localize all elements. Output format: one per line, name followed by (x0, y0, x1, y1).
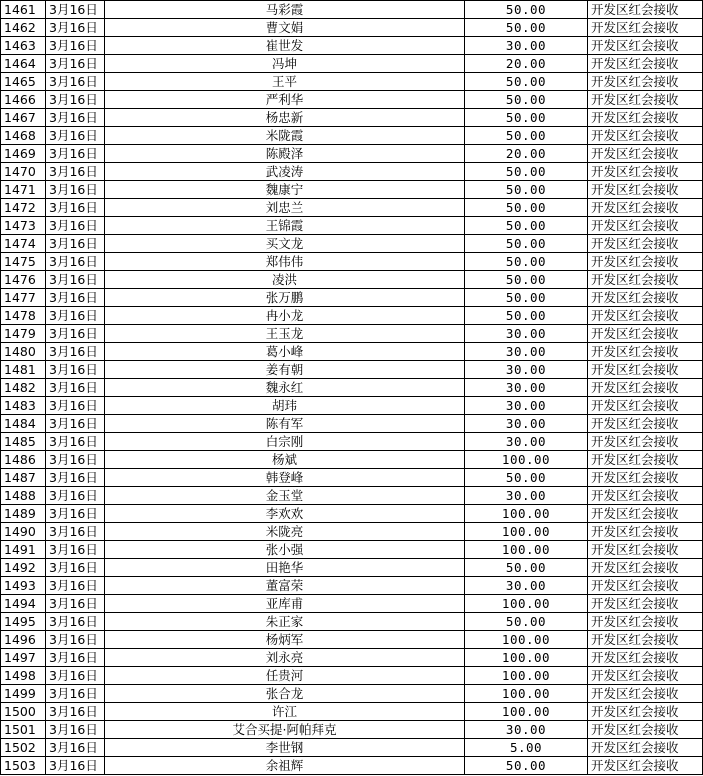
table-row (1, 127, 703, 145)
amount-cell[interactable]: 30.00 (465, 325, 588, 343)
serial-cell[interactable]: 1466 (1, 91, 46, 109)
date-cell[interactable]: 3月16日 (46, 379, 105, 397)
amount-cell[interactable]: 100.00 (465, 451, 588, 469)
receiver-cell[interactable]: 开发区红会接收 (588, 505, 703, 523)
receiver-cell[interactable]: 开发区红会接收 (588, 217, 703, 235)
table-row (1, 55, 703, 73)
serial-cell[interactable]: 1487 (1, 469, 46, 487)
date-cell[interactable]: 3月16日 (46, 487, 105, 505)
amount-cell[interactable]: 20.00 (465, 145, 588, 163)
serial-cell[interactable]: 1499 (1, 685, 46, 703)
serial-cell[interactable]: 1485 (1, 433, 46, 451)
donor-name-cell[interactable]: 陈有军 (105, 415, 465, 433)
amount-cell[interactable]: 50.00 (465, 469, 588, 487)
date-cell[interactable]: 3月16日 (46, 19, 105, 37)
table-row (1, 235, 703, 253)
table-row (1, 109, 703, 127)
donor-name-cell[interactable]: 杨炳军 (105, 631, 465, 649)
amount-cell[interactable]: 20.00 (465, 55, 588, 73)
donor-name-cell[interactable]: 张万鹏 (105, 289, 465, 307)
table-row (1, 397, 703, 415)
receiver-cell[interactable]: 开发区红会接收 (588, 73, 703, 91)
serial-cell[interactable]: 1476 (1, 271, 46, 289)
serial-cell[interactable]: 1472 (1, 199, 46, 217)
receiver-cell[interactable]: 开发区红会接收 (588, 325, 703, 343)
amount-cell[interactable]: 50.00 (465, 253, 588, 271)
table-row (1, 559, 703, 577)
serial-cell[interactable]: 1502 (1, 739, 46, 757)
receiver-cell[interactable]: 开发区红会接收 (588, 253, 703, 271)
table-row (1, 271, 703, 289)
serial-cell[interactable]: 1500 (1, 703, 46, 721)
donor-name-cell[interactable]: 田艳华 (105, 559, 465, 577)
date-cell[interactable]: 3月16日 (46, 145, 105, 163)
donor-name-cell[interactable]: 金玉堂 (105, 487, 465, 505)
date-cell[interactable]: 3月16日 (46, 253, 105, 271)
date-cell[interactable]: 3月16日 (46, 343, 105, 361)
receiver-cell[interactable]: 开发区红会接收 (588, 757, 703, 775)
table-row (1, 523, 703, 541)
receiver-cell[interactable]: 开发区红会接收 (588, 649, 703, 667)
amount-cell[interactable]: 50.00 (465, 613, 588, 631)
date-cell[interactable]: 3月16日 (46, 55, 105, 73)
table-row (1, 685, 703, 703)
serial-cell[interactable]: 1474 (1, 235, 46, 253)
table-row (1, 505, 703, 523)
receiver-cell[interactable]: 开发区红会接收 (588, 199, 703, 217)
date-cell[interactable]: 3月16日 (46, 667, 105, 685)
date-cell[interactable]: 3月16日 (46, 37, 105, 55)
receiver-cell[interactable]: 开发区红会接收 (588, 667, 703, 685)
table-row (1, 577, 703, 595)
date-cell[interactable]: 3月16日 (46, 163, 105, 181)
amount-cell[interactable]: 50.00 (465, 109, 588, 127)
amount-cell[interactable]: 50.00 (465, 19, 588, 37)
amount-cell[interactable]: 50.00 (465, 163, 588, 181)
donor-name-cell[interactable]: 刘永亮 (105, 649, 465, 667)
serial-cell[interactable]: 1471 (1, 181, 46, 199)
table-row (1, 145, 703, 163)
receiver-cell[interactable]: 开发区红会接收 (588, 613, 703, 631)
table-row (1, 181, 703, 199)
receiver-cell[interactable]: 开发区红会接收 (588, 451, 703, 469)
date-cell[interactable]: 3月16日 (46, 685, 105, 703)
amount-cell[interactable]: 30.00 (465, 397, 588, 415)
serial-cell[interactable]: 1470 (1, 163, 46, 181)
amount-cell[interactable]: 50.00 (465, 217, 588, 235)
amount-cell[interactable]: 50.00 (465, 271, 588, 289)
date-cell[interactable]: 3月16日 (46, 577, 105, 595)
receiver-cell[interactable]: 开发区红会接收 (588, 469, 703, 487)
serial-cell[interactable]: 1501 (1, 721, 46, 739)
table-row (1, 415, 703, 433)
serial-cell[interactable]: 1473 (1, 217, 46, 235)
amount-cell[interactable]: 100.00 (465, 541, 588, 559)
serial-cell[interactable]: 1475 (1, 253, 46, 271)
table-row (1, 613, 703, 631)
table-row (1, 703, 703, 721)
amount-cell[interactable]: 50.00 (465, 127, 588, 145)
date-cell[interactable]: 3月16日 (46, 649, 105, 667)
serial-cell[interactable]: 1482 (1, 379, 46, 397)
amount-cell[interactable]: 50.00 (465, 73, 588, 91)
table-row (1, 433, 703, 451)
table-row (1, 379, 703, 397)
amount-cell[interactable]: 30.00 (465, 361, 588, 379)
date-cell[interactable]: 3月16日 (46, 235, 105, 253)
donor-name-cell[interactable]: 张合龙 (105, 685, 465, 703)
donor-name-cell[interactable]: 许江 (105, 703, 465, 721)
serial-cell[interactable]: 1489 (1, 505, 46, 523)
serial-cell[interactable]: 1490 (1, 523, 46, 541)
donor-name-cell[interactable]: 刘忠兰 (105, 199, 465, 217)
amount-cell[interactable]: 50.00 (465, 307, 588, 325)
table-row (1, 361, 703, 379)
date-cell[interactable]: 3月16日 (46, 433, 105, 451)
date-cell[interactable]: 3月16日 (46, 91, 105, 109)
donor-name-cell[interactable]: 魏永红 (105, 379, 465, 397)
amount-cell[interactable]: 50.00 (465, 235, 588, 253)
receiver-cell[interactable]: 开发区红会接收 (588, 523, 703, 541)
amount-cell[interactable]: 100.00 (465, 649, 588, 667)
receiver-cell[interactable]: 开发区红会接收 (588, 343, 703, 361)
donor-name-cell[interactable]: 朱正家 (105, 613, 465, 631)
amount-cell[interactable]: 50.00 (465, 1, 588, 19)
date-cell[interactable]: 3月16日 (46, 613, 105, 631)
table-row (1, 253, 703, 271)
table-body (1, 1, 703, 775)
donor-name-cell[interactable]: 胡玮 (105, 397, 465, 415)
donor-name-cell[interactable]: 张小强 (105, 541, 465, 559)
amount-cell[interactable]: 50.00 (465, 757, 588, 775)
amount-cell[interactable]: 30.00 (465, 343, 588, 361)
serial-cell[interactable]: 1481 (1, 361, 46, 379)
receiver-cell[interactable]: 开发区红会接收 (588, 595, 703, 613)
receiver-cell[interactable]: 开发区红会接收 (588, 415, 703, 433)
table-row (1, 487, 703, 505)
serial-cell[interactable]: 1486 (1, 451, 46, 469)
date-cell[interactable]: 3月16日 (46, 469, 105, 487)
receiver-cell[interactable]: 开发区红会接收 (588, 55, 703, 73)
receiver-cell[interactable]: 开发区红会接收 (588, 397, 703, 415)
date-cell[interactable]: 3月16日 (46, 631, 105, 649)
receiver-cell[interactable]: 开发区红会接收 (588, 703, 703, 721)
amount-cell[interactable]: 100.00 (465, 667, 588, 685)
donor-name-cell[interactable]: 杨斌 (105, 451, 465, 469)
amount-cell[interactable]: 50.00 (465, 289, 588, 307)
receiver-cell[interactable]: 开发区红会接收 (588, 37, 703, 55)
date-cell[interactable]: 3月16日 (46, 325, 105, 343)
donor-name-cell[interactable]: 艾合买提·阿帕拜克 (105, 721, 465, 739)
receiver-cell[interactable]: 开发区红会接收 (588, 631, 703, 649)
donor-name-cell[interactable]: 魏康宁 (105, 181, 465, 199)
table-row (1, 343, 703, 361)
amount-cell[interactable]: 30.00 (465, 577, 588, 595)
receiver-cell[interactable]: 开发区红会接收 (588, 289, 703, 307)
amount-cell[interactable]: 100.00 (465, 505, 588, 523)
table-row (1, 739, 703, 757)
receiver-cell[interactable]: 开发区红会接收 (588, 721, 703, 739)
receiver-cell[interactable]: 开发区红会接收 (588, 127, 703, 145)
date-cell[interactable]: 3月16日 (46, 541, 105, 559)
serial-cell[interactable]: 1495 (1, 613, 46, 631)
serial-cell[interactable]: 1462 (1, 19, 46, 37)
donor-name-cell[interactable]: 任贵河 (105, 667, 465, 685)
receiver-cell[interactable]: 开发区红会接收 (588, 1, 703, 19)
table-row (1, 721, 703, 739)
receiver-cell[interactable]: 开发区红会接收 (588, 487, 703, 505)
serial-cell[interactable]: 1465 (1, 73, 46, 91)
amount-cell[interactable]: 30.00 (465, 487, 588, 505)
receiver-cell[interactable]: 开发区红会接收 (588, 685, 703, 703)
receiver-cell[interactable]: 开发区红会接收 (588, 577, 703, 595)
table-row (1, 91, 703, 109)
donor-name-cell[interactable]: 曹文娟 (105, 19, 465, 37)
donor-name-cell[interactable]: 米陇霞 (105, 127, 465, 145)
receiver-cell[interactable]: 开发区红会接收 (588, 379, 703, 397)
date-cell[interactable]: 3月16日 (46, 181, 105, 199)
date-cell[interactable]: 3月16日 (46, 559, 105, 577)
serial-cell[interactable]: 1503 (1, 757, 46, 775)
table-row (1, 451, 703, 469)
donor-name-cell[interactable]: 凌洪 (105, 271, 465, 289)
serial-cell[interactable]: 1477 (1, 289, 46, 307)
amount-cell[interactable]: 30.00 (465, 37, 588, 55)
table-row (1, 73, 703, 91)
receiver-cell[interactable]: 开发区红会接收 (588, 91, 703, 109)
serial-cell[interactable]: 1479 (1, 325, 46, 343)
date-cell[interactable]: 3月16日 (46, 199, 105, 217)
donor-name-cell[interactable]: 董富荣 (105, 577, 465, 595)
date-cell[interactable]: 3月16日 (46, 289, 105, 307)
amount-cell[interactable]: 100.00 (465, 703, 588, 721)
receiver-cell[interactable]: 开发区红会接收 (588, 739, 703, 757)
donor-name-cell[interactable]: 王锦霞 (105, 217, 465, 235)
serial-cell[interactable]: 1464 (1, 55, 46, 73)
table-row (1, 19, 703, 37)
receiver-cell[interactable]: 开发区红会接收 (588, 559, 703, 577)
donor-name-cell[interactable]: 陈殿泽 (105, 145, 465, 163)
serial-cell[interactable]: 1491 (1, 541, 46, 559)
receiver-cell[interactable]: 开发区红会接收 (588, 181, 703, 199)
date-cell[interactable]: 3月16日 (46, 757, 105, 775)
date-cell[interactable]: 3月16日 (46, 703, 105, 721)
serial-cell[interactable]: 1488 (1, 487, 46, 505)
table-row (1, 631, 703, 649)
date-cell[interactable]: 3月16日 (46, 739, 105, 757)
serial-cell[interactable]: 1467 (1, 109, 46, 127)
date-cell[interactable]: 3月16日 (46, 271, 105, 289)
donor-name-cell[interactable]: 马彩霞 (105, 1, 465, 19)
date-cell[interactable]: 3月16日 (46, 217, 105, 235)
table-row (1, 325, 703, 343)
table-row (1, 199, 703, 217)
receiver-cell[interactable]: 开发区红会接收 (588, 163, 703, 181)
serial-cell[interactable]: 1498 (1, 667, 46, 685)
date-cell[interactable]: 3月16日 (46, 595, 105, 613)
serial-cell[interactable]: 1468 (1, 127, 46, 145)
amount-cell[interactable]: 100.00 (465, 631, 588, 649)
donor-name-cell[interactable]: 姜有朝 (105, 361, 465, 379)
amount-cell[interactable]: 30.00 (465, 433, 588, 451)
serial-cell[interactable]: 1494 (1, 595, 46, 613)
table-row (1, 163, 703, 181)
donor-name-cell[interactable]: 冯坤 (105, 55, 465, 73)
serial-cell[interactable]: 1496 (1, 631, 46, 649)
table-row (1, 649, 703, 667)
donor-name-cell[interactable]: 买文龙 (105, 235, 465, 253)
donor-name-cell[interactable]: 韩登峰 (105, 469, 465, 487)
amount-cell[interactable]: 30.00 (465, 415, 588, 433)
receiver-cell[interactable]: 开发区红会接收 (588, 109, 703, 127)
receiver-cell[interactable]: 开发区红会接收 (588, 541, 703, 559)
table-row (1, 289, 703, 307)
amount-cell[interactable]: 5.00 (465, 739, 588, 757)
serial-cell[interactable]: 1480 (1, 343, 46, 361)
amount-cell[interactable]: 100.00 (465, 595, 588, 613)
receiver-cell[interactable]: 开发区红会接收 (588, 307, 703, 325)
date-cell[interactable]: 3月16日 (46, 415, 105, 433)
date-cell[interactable]: 3月16日 (46, 523, 105, 541)
serial-cell[interactable]: 1469 (1, 145, 46, 163)
amount-cell[interactable]: 50.00 (465, 91, 588, 109)
donor-name-cell[interactable]: 余祖辉 (105, 757, 465, 775)
receiver-cell[interactable]: 开发区红会接收 (588, 145, 703, 163)
serial-cell[interactable]: 1463 (1, 37, 46, 55)
donor-name-cell[interactable]: 郑伟伟 (105, 253, 465, 271)
donor-name-cell[interactable]: 冉小龙 (105, 307, 465, 325)
donor-name-cell[interactable]: 杨忠新 (105, 109, 465, 127)
donor-name-cell[interactable]: 武凌涛 (105, 163, 465, 181)
date-cell[interactable]: 3月16日 (46, 505, 105, 523)
serial-cell[interactable]: 1478 (1, 307, 46, 325)
date-cell[interactable]: 3月16日 (46, 127, 105, 145)
receiver-cell[interactable]: 开发区红会接收 (588, 235, 703, 253)
date-cell[interactable]: 3月16日 (46, 361, 105, 379)
date-cell[interactable]: 3月16日 (46, 307, 105, 325)
receiver-cell[interactable]: 开发区红会接收 (588, 271, 703, 289)
receiver-cell[interactable]: 开发区红会接收 (588, 361, 703, 379)
table-row (1, 667, 703, 685)
table-row (1, 757, 703, 775)
amount-cell[interactable]: 100.00 (465, 523, 588, 541)
donor-name-cell[interactable]: 米陇亮 (105, 523, 465, 541)
date-cell[interactable]: 3月16日 (46, 451, 105, 469)
date-cell[interactable]: 3月16日 (46, 109, 105, 127)
table-row (1, 217, 703, 235)
donor-name-cell[interactable]: 亚库甫 (105, 595, 465, 613)
donor-name-cell[interactable]: 崔世发 (105, 37, 465, 55)
table-row (1, 469, 703, 487)
receiver-cell[interactable]: 开发区红会接收 (588, 433, 703, 451)
date-cell[interactable]: 3月16日 (46, 73, 105, 91)
donor-name-cell[interactable]: 王平 (105, 73, 465, 91)
serial-cell[interactable]: 1483 (1, 397, 46, 415)
amount-cell[interactable]: 50.00 (465, 199, 588, 217)
donor-name-cell[interactable]: 王玉龙 (105, 325, 465, 343)
serial-cell[interactable]: 1461 (1, 1, 46, 19)
donor-name-cell[interactable]: 葛小峰 (105, 343, 465, 361)
amount-cell[interactable]: 50.00 (465, 181, 588, 199)
table-row (1, 595, 703, 613)
serial-cell[interactable]: 1492 (1, 559, 46, 577)
donor-name-cell[interactable]: 李世钢 (105, 739, 465, 757)
donor-name-cell[interactable]: 严利华 (105, 91, 465, 109)
table-row (1, 541, 703, 559)
donor-name-cell[interactable]: 白宗刚 (105, 433, 465, 451)
table-row (1, 307, 703, 325)
serial-cell[interactable]: 1493 (1, 577, 46, 595)
donor-name-cell[interactable]: 李欢欢 (105, 505, 465, 523)
date-cell[interactable]: 3月16日 (46, 1, 105, 19)
receiver-cell[interactable]: 开发区红会接收 (588, 19, 703, 37)
date-cell[interactable]: 3月16日 (46, 397, 105, 415)
table-row (1, 1, 703, 19)
serial-cell[interactable]: 1484 (1, 415, 46, 433)
amount-cell[interactable]: 30.00 (465, 379, 588, 397)
amount-cell[interactable]: 30.00 (465, 721, 588, 739)
amount-cell[interactable]: 100.00 (465, 685, 588, 703)
amount-cell[interactable]: 50.00 (465, 559, 588, 577)
table-row (1, 37, 703, 55)
date-cell[interactable]: 3月16日 (46, 721, 105, 739)
serial-cell[interactable]: 1497 (1, 649, 46, 667)
